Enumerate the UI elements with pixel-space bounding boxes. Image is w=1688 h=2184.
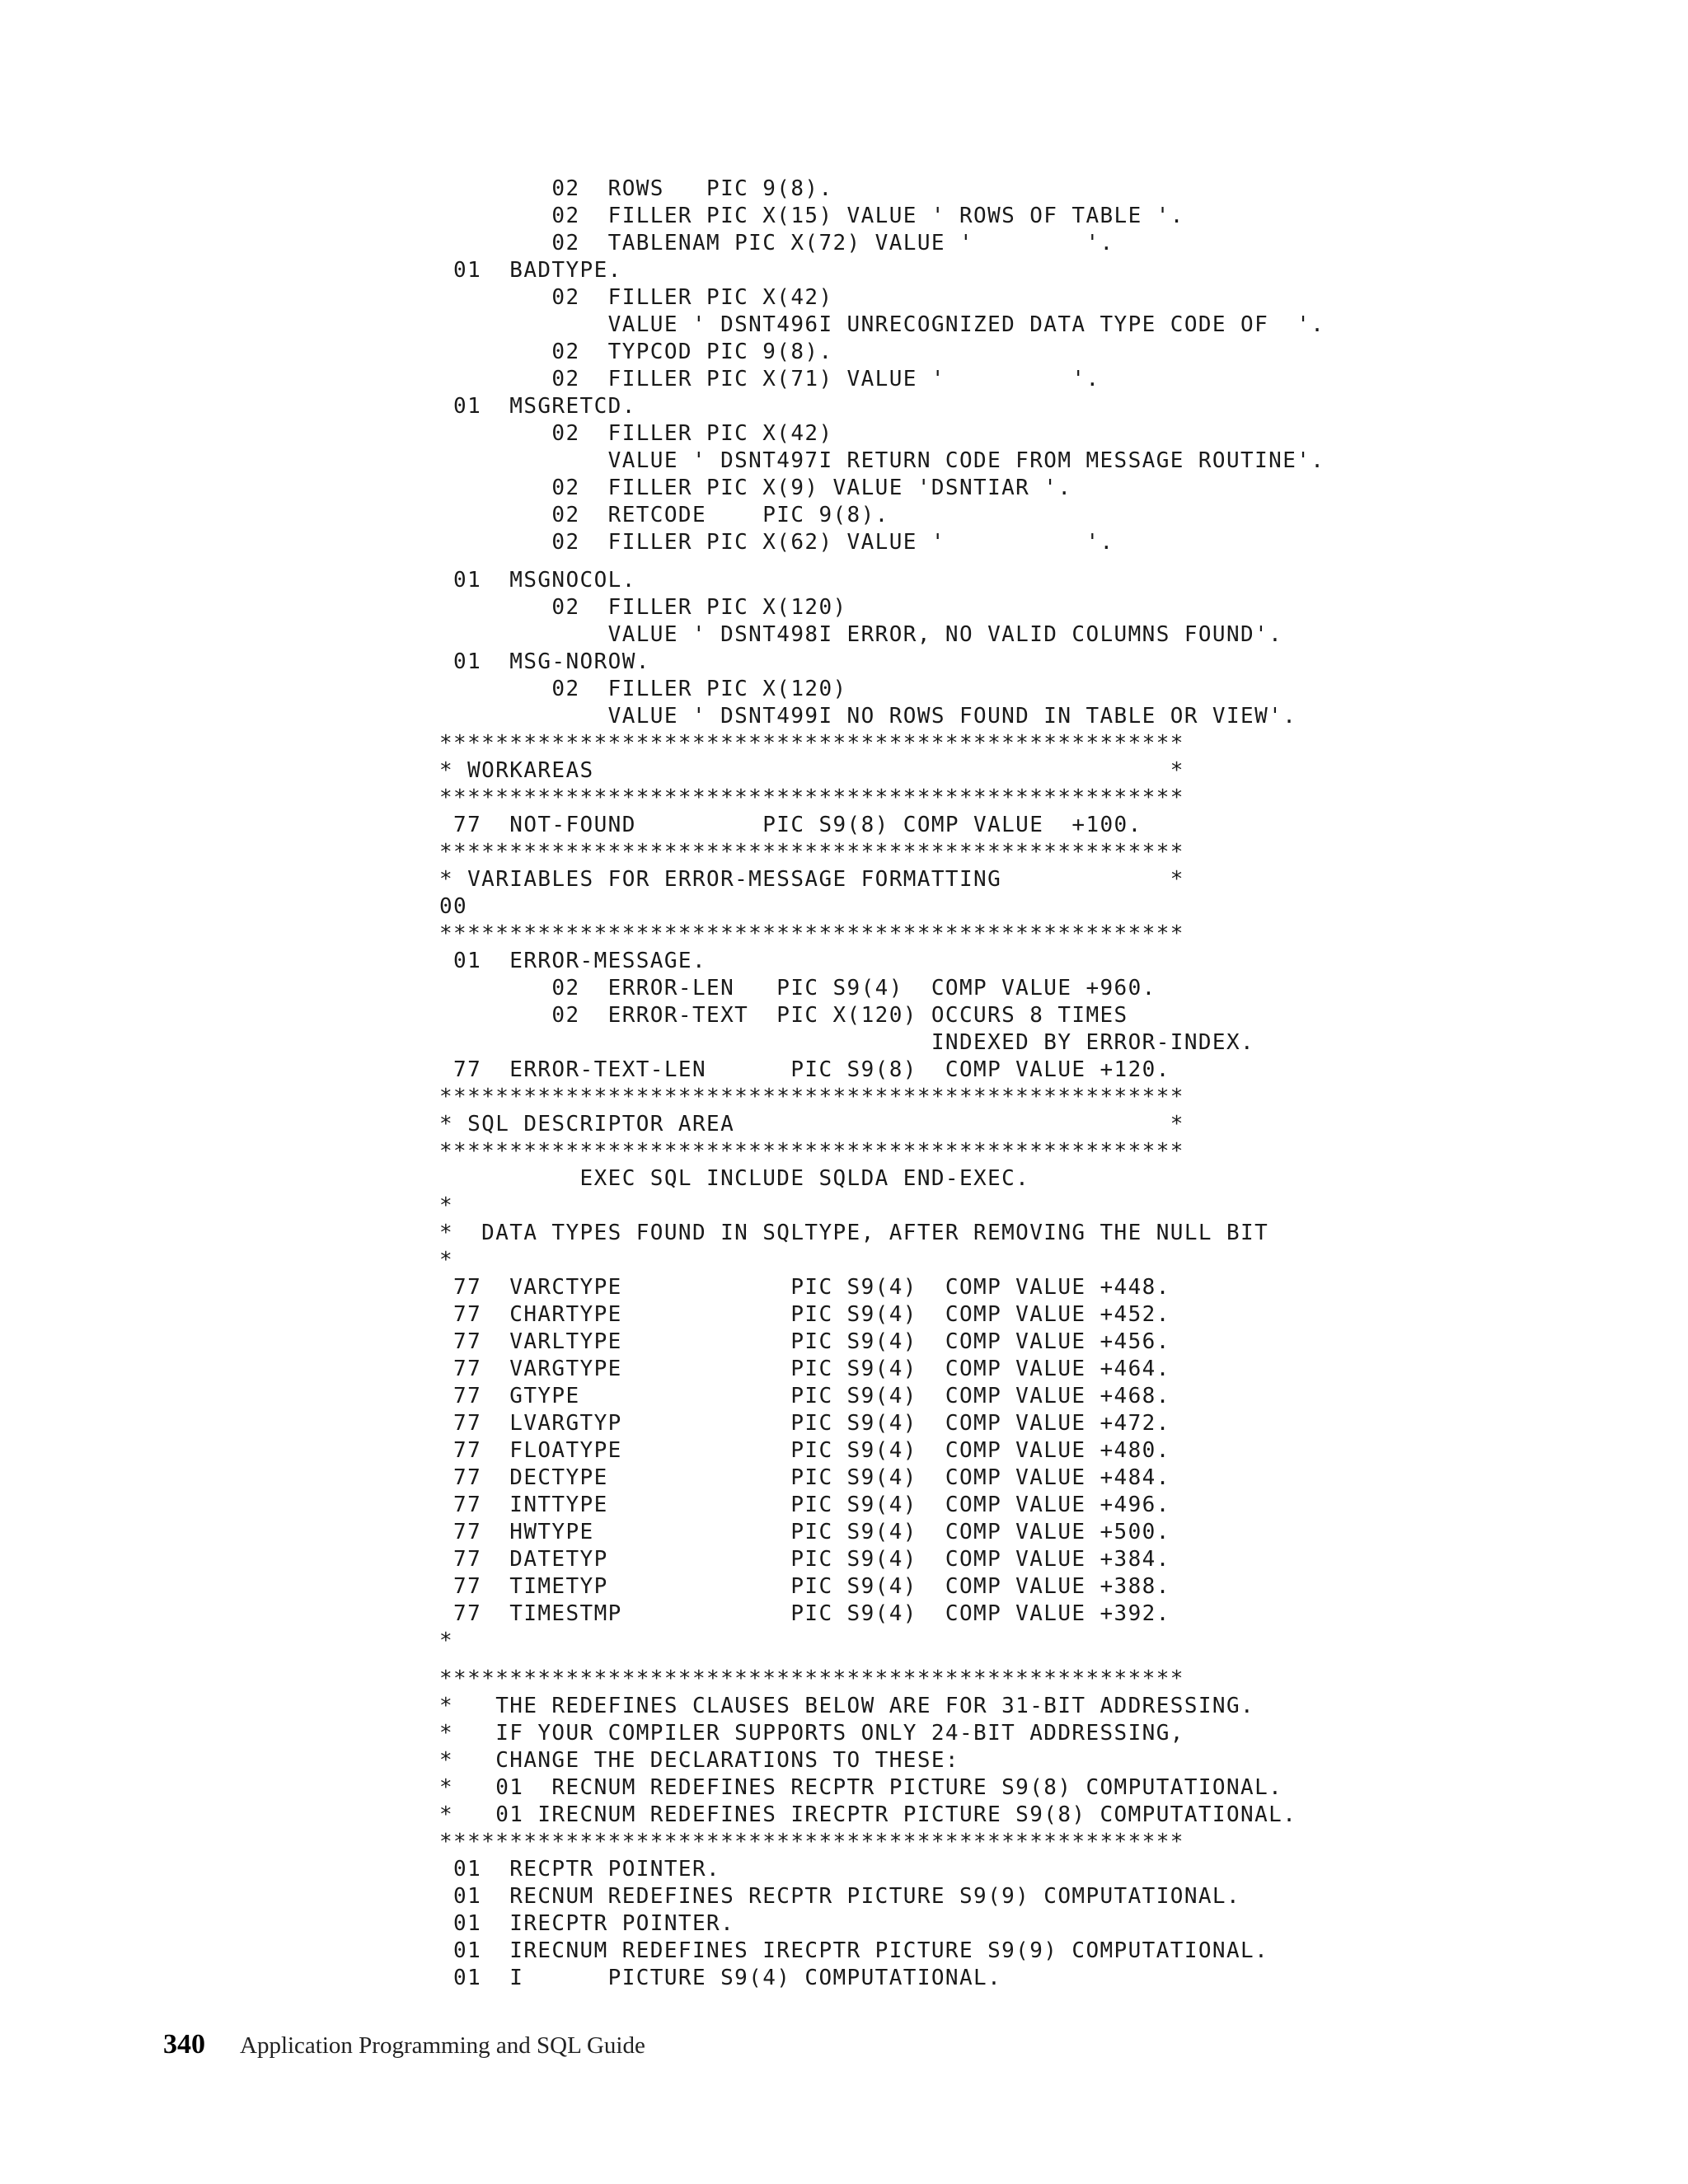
code-line: 77 DECTYPE PIC S9(4) COMP VALUE +484. (439, 1465, 1170, 1490)
code-line: 02 TYPCOD PIC 9(8). (439, 340, 833, 364)
code-line: 00 (439, 894, 468, 919)
code-line: ***************************************************** (439, 1139, 1184, 1164)
code-line: 02 FILLER PIC X(42) (439, 421, 833, 446)
code-line: 01 MSG-NOROW. (439, 649, 650, 674)
code-line: EXEC SQL INCLUDE SQLDA END-EXEC. (439, 1166, 1030, 1191)
code-line: 77 FLOATYPE PIC S9(4) COMP VALUE +480. (439, 1438, 1170, 1463)
code-line: * 01 RECNUM REDEFINES RECPTR PICTURE S9(8) COMPUTATIONAL. (439, 1775, 1283, 1800)
code-line: 01 BADTYPE. (439, 258, 622, 283)
code-line: ***************************************************** (439, 1666, 1184, 1691)
code-line: * DATA TYPES FOUND IN SQLTYPE, AFTER REMOVING THE NULL BIT (439, 1221, 1269, 1245)
code-line: 77 VARCTYPE PIC S9(4) COMP VALUE +448. (439, 1275, 1170, 1300)
code-line: * CHANGE THE DECLARATIONS TO THESE: (439, 1748, 959, 1773)
code-line: 02 FILLER PIC X(9) VALUE 'DSNTIAR '. (439, 476, 1072, 500)
code-line: * IF YOUR COMPILER SUPPORTS ONLY 24-BIT ADDRESSING, (439, 1721, 1184, 1746)
code-line: 01 MSGRETCD. (439, 394, 636, 419)
code-line: 01 IRECNUM REDEFINES IRECPTR PICTURE S9(9) COMPUTATIONAL. (439, 1938, 1269, 1963)
code-line: 02 FILLER PIC X(42) (439, 285, 833, 310)
code-line: * 01 IRECNUM REDEFINES IRECPTR PICTURE S9(8) COMPUTATIONAL. (439, 1802, 1297, 1827)
code-line: * (439, 1248, 454, 1272)
code-line: 02 FILLER PIC X(15) VALUE ' ROWS OF TABLE '. (439, 204, 1184, 228)
code-line: VALUE ' DSNT496I UNRECOGNIZED DATA TYPE CODE OF '. (439, 312, 1325, 337)
code-line: ***************************************************** (439, 840, 1184, 865)
code-line: 01 IRECPTR POINTER. (439, 1911, 735, 1936)
page-footer (163, 2029, 645, 2065)
code-line: VALUE ' DSNT499I NO ROWS FOUND IN TABLE OR VIEW'. (439, 704, 1297, 729)
code-line: VALUE ' DSNT498I ERROR, NO VALID COLUMNS FOUND'. (439, 622, 1283, 647)
code-line: ***************************************************** (439, 1830, 1184, 1854)
code-line: * SQL DESCRIPTOR AREA * (439, 1112, 1184, 1137)
code-line: * VARIABLES FOR ERROR-MESSAGE FORMATTING * (439, 867, 1184, 892)
code-line: * THE REDEFINES CLAUSES BELOW ARE FOR 31-BIT ADDRESSING. (439, 1694, 1255, 1718)
code-line: ***************************************************** (439, 921, 1184, 946)
code-line: 77 DATETYP PIC S9(4) COMP VALUE +384. (439, 1547, 1170, 1572)
code-line: * WORKAREAS * (439, 758, 1184, 783)
page-number: 340 (163, 2029, 205, 2060)
code-line: 01 MSGNOCOL. (439, 568, 636, 593)
code-line: 77 ERROR-TEXT-LEN PIC S9(8) COMP VALUE +120. (439, 1057, 1170, 1082)
code-line: 77 HWTYPE PIC S9(4) COMP VALUE +500. (439, 1520, 1170, 1544)
code-line: 77 VARLTYPE PIC S9(4) COMP VALUE +456. (439, 1329, 1170, 1354)
code-line: * (439, 1629, 454, 1653)
code-line: 01 RECPTR POINTER. (439, 1857, 721, 1882)
code-line: ***************************************************** (439, 731, 1184, 756)
code-line: 02 FILLER PIC X(71) VALUE ' '. (439, 367, 1100, 391)
code-line: ***************************************************** (439, 1085, 1184, 1109)
code-line: 77 TIMETYP PIC S9(4) COMP VALUE +388. (439, 1574, 1170, 1599)
code-line: 01 ERROR-MESSAGE. (439, 949, 707, 973)
code-line: 77 GTYPE PIC S9(4) COMP VALUE +468. (439, 1384, 1170, 1408)
code-line: 77 NOT-FOUND PIC S9(8) COMP VALUE +100. (439, 813, 1142, 837)
code-line: 02 TABLENAM PIC X(72) VALUE ' '. (439, 231, 1114, 255)
code-line: ***************************************************** (439, 785, 1184, 810)
code-line: 77 CHARTYPE PIC S9(4) COMP VALUE +452. (439, 1302, 1170, 1327)
code-line: 02 RETCODE PIC 9(8). (439, 503, 889, 527)
code-line: 02 ERROR-TEXT PIC X(120) OCCURS 8 TIMES (439, 1003, 1128, 1028)
code-line: VALUE ' DSNT497I RETURN CODE FROM MESSAGE ROUTINE'. (439, 448, 1325, 473)
code-line: INDEXED BY ERROR-INDEX. (439, 1030, 1255, 1055)
code-line: 01 RECNUM REDEFINES RECPTR PICTURE S9(9) COMPUTATIONAL. (439, 1884, 1241, 1909)
code-line: 02 FILLER PIC X(120) (439, 595, 847, 620)
code-line: 77 VARGTYPE PIC S9(4) COMP VALUE +464. (439, 1357, 1170, 1381)
code-line: 01 I PICTURE S9(4) COMPUTATIONAL. (439, 1966, 1002, 1990)
code-line: 02 ERROR-LEN PIC S9(4) COMP VALUE +960. (439, 976, 1156, 1001)
code-line: 02 ROWS PIC 9(8). (439, 176, 833, 201)
code-line: 02 FILLER PIC X(62) VALUE ' '. (439, 530, 1114, 555)
code-line: 77 INTTYPE PIC S9(4) COMP VALUE +496. (439, 1493, 1170, 1517)
code-line: 77 TIMESTMP PIC S9(4) COMP VALUE +392. (439, 1601, 1170, 1626)
code-line: 77 LVARGTYP PIC S9(4) COMP VALUE +472. (439, 1411, 1170, 1436)
code-line: 02 FILLER PIC X(120) (439, 677, 847, 701)
book-title: Application Programming and SQL Guide (240, 2032, 645, 2059)
code-line: * (439, 1193, 454, 1218)
